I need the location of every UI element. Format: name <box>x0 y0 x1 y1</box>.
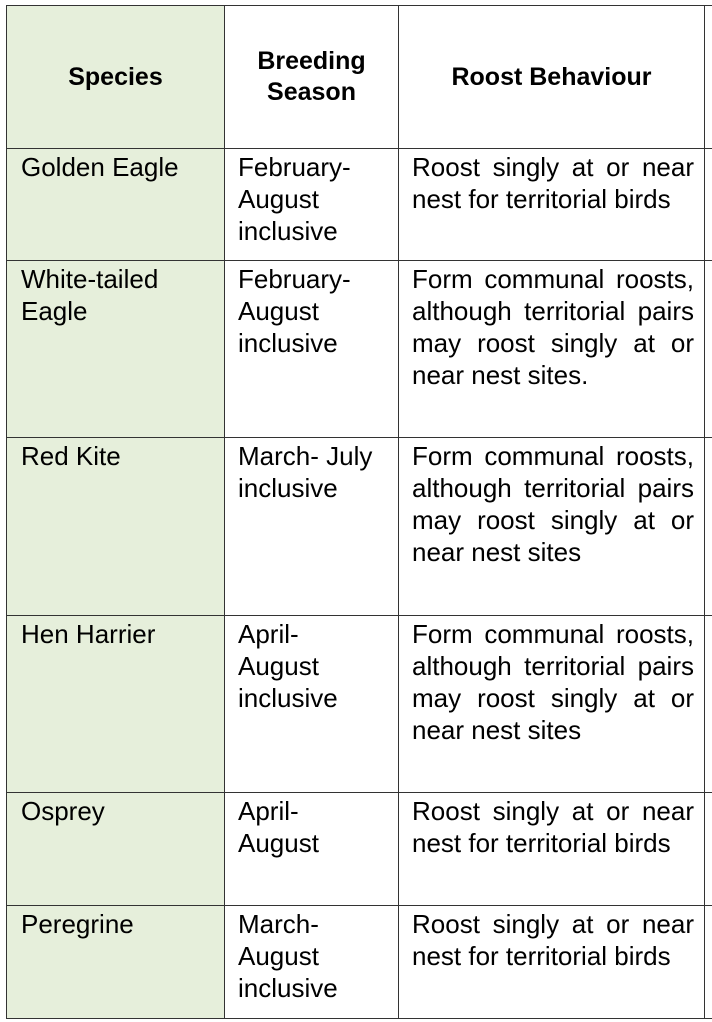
header-extra-column <box>705 6 712 149</box>
header-row <box>7 6 712 149</box>
roost-behaviour-cell: Form communal roosts, although territorial pairs may roost singly at or near nest sites. <box>399 261 705 438</box>
breeding-season-cell: February- August inclusive <box>225 261 399 438</box>
extra-cell <box>705 905 712 1018</box>
species-cell: Hen Harrier <box>7 615 225 792</box>
header-breeding-season: Breeding Season <box>225 6 399 149</box>
roost-behaviour-cell: Form communal roosts, although territorial pairs may roost singly at or near nest sites <box>399 438 705 615</box>
extra-cell <box>705 149 712 261</box>
breeding-season-cell: March- August inclusive <box>225 905 399 1018</box>
roost-behaviour-cell: Roost singly at or near nest for territorial birds <box>399 905 705 1018</box>
breeding-season-cell: April- August inclusive <box>225 615 399 792</box>
species-cell: White-tailed Eagle <box>7 261 225 438</box>
breeding-season-cell: April- August <box>225 792 399 905</box>
table-row <box>7 615 712 792</box>
species-cell: Peregrine <box>7 905 225 1018</box>
roost-behaviour-cell: Roost singly at or near nest for territorial birds <box>399 792 705 905</box>
breeding-season-cell: February- August inclusive <box>225 149 399 261</box>
roost-behaviour-cell: Roost singly at or near nest for territorial birds <box>399 149 705 261</box>
extra-cell <box>705 792 712 905</box>
species-cell: Red Kite <box>7 438 225 615</box>
breeding-season-cell: March- July inclusive <box>225 438 399 615</box>
table-row <box>7 261 712 438</box>
species-cell: Osprey <box>7 792 225 905</box>
table-row <box>7 792 712 905</box>
species-cell: Golden Eagle <box>7 149 225 261</box>
roost-behaviour-cell: Form communal roosts, although territorial pairs may roost singly at or near nest sites <box>399 615 705 792</box>
extra-cell <box>705 615 712 792</box>
table-row <box>7 438 712 615</box>
species-table <box>6 5 712 1019</box>
header-roost-behaviour: Roost Behaviour <box>399 6 705 149</box>
extra-cell <box>705 261 712 438</box>
header-species: Species <box>7 6 225 149</box>
extra-cell <box>705 438 712 615</box>
table-row <box>7 905 712 1018</box>
table-row <box>7 149 712 261</box>
